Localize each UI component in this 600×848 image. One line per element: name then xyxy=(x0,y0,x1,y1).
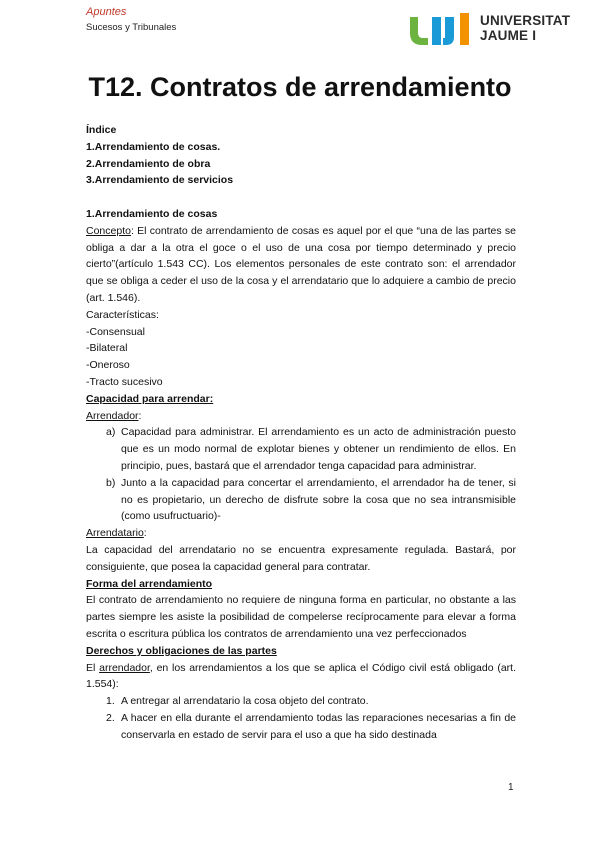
list-marker: b) xyxy=(106,476,116,489)
section-heading: 1.Arrendamiento de cosas xyxy=(86,207,218,220)
caracteristica-item: -Consensual xyxy=(86,325,145,338)
list-marker: 1. xyxy=(106,695,115,708)
list-marker: 2. xyxy=(106,711,115,724)
index-item: 1.Arrendamiento de cosas. xyxy=(86,140,221,153)
document-body xyxy=(86,122,516,743)
derechos-heading: Derechos y obligaciones de las partes xyxy=(86,644,277,657)
concepto-paragraph xyxy=(86,223,516,307)
index-item: 3.Arrendamiento de servicios xyxy=(86,174,234,187)
caracteristicas-label: Características: xyxy=(86,308,159,321)
header-subject: Sucesos y Tribunales xyxy=(86,22,177,33)
uji-logo-icon xyxy=(410,13,476,45)
derechos-arrendador: arrendador xyxy=(99,661,150,674)
list-item xyxy=(86,693,516,710)
list-item-text: Junto a la capacidad para concertar el arrendamiento, el arrendador ha de tener, si no es propietario, un derecho de disfrute sobre la cosa que no sea intransmisible (como usufructuario)- xyxy=(121,476,516,523)
index-heading: Índice xyxy=(86,124,117,136)
arrendador-label: Arrendador xyxy=(86,409,139,422)
caracteristica-item: -Oneroso xyxy=(86,359,130,372)
derechos-pre: El xyxy=(86,661,100,674)
list-item xyxy=(86,710,516,744)
arrendatario-subheading xyxy=(86,525,516,542)
arrendatario-label: Arrendatario xyxy=(86,527,144,540)
concepto-text: : El contrato de arrendamiento de cosas es aquel por el que “una de las partes se obliga a dar a la otra el goce o el uso de una cosa por tiempo determinado y precio cierto”(artículo 1.543 CC). Los elementos personales de este contrato son: el arrendador que se obliga a ceder el uso de la cosa y el arrendatario que lo adquiere a cambio de precio (art. 1.546). xyxy=(86,224,516,304)
index-item: 2.Arrendamiento de obra xyxy=(86,157,211,170)
caracteristica-item: -Tracto sucesivo xyxy=(86,375,163,388)
forma-paragraph: El contrato de arrendamiento no requiere de ninguna forma en particular, no obstante a las partes siempre les asiste la posibilidad de compelerse recíprocamente para elevar a forma escrita o escritura pública los contratos de arrendamiento una vez perfeccionados xyxy=(86,594,516,640)
list-item-text: Capacidad para administrar. El arrendamiento es un acto de administración puesto que es un modo normal de explotar bienes y obtener un rendimiento de ellos. En principio, pues, bastará que el arrendador tenga capacidad para administrar. xyxy=(121,426,516,472)
caracteristica-item: -Bilateral xyxy=(86,342,128,355)
header-brand: Apuntes xyxy=(86,6,127,18)
arrendador-colon: : xyxy=(138,409,142,422)
list-marker: a) xyxy=(106,426,116,439)
derechos-post: , en los arrendamientos a los que se aplica el Código civil está obligado (art. 1.554): xyxy=(86,661,516,691)
list-item-text: A entregar al arrendatario la cosa objeto del contrato. xyxy=(121,695,369,708)
list-item xyxy=(86,475,516,525)
obligaciones-list xyxy=(86,693,516,743)
derechos-paragraph xyxy=(86,660,516,694)
page-title: T12. Contratos de arrendamiento xyxy=(88,72,512,102)
arrendador-subheading xyxy=(86,408,516,425)
university-logo xyxy=(410,13,580,45)
arrendador-list xyxy=(86,424,516,525)
capacidad-heading: Capacidad para arrendar: xyxy=(86,392,214,405)
concepto-label: Concepto xyxy=(86,224,131,237)
list-item-text: A hacer en ella durante el arrendamiento todas las reparaciones necesarias a fin de conservarla en estado de servir para el uso a que ha sido destinada xyxy=(121,711,516,741)
page-number: 1 xyxy=(508,782,514,793)
arrendatario-colon: : xyxy=(143,527,147,540)
arrendatario-paragraph: La capacidad del arrendatario no se encuentra expresamente regulada. Bastará, por consiguiente, que posea la capacidad general para contratar. xyxy=(86,543,516,573)
logo-text-line1: UNIVERSITAT xyxy=(480,13,571,28)
logo-text-line2: JAUME I xyxy=(480,28,537,43)
forma-heading: Forma del arrendamiento xyxy=(86,577,213,590)
list-item xyxy=(86,424,516,474)
